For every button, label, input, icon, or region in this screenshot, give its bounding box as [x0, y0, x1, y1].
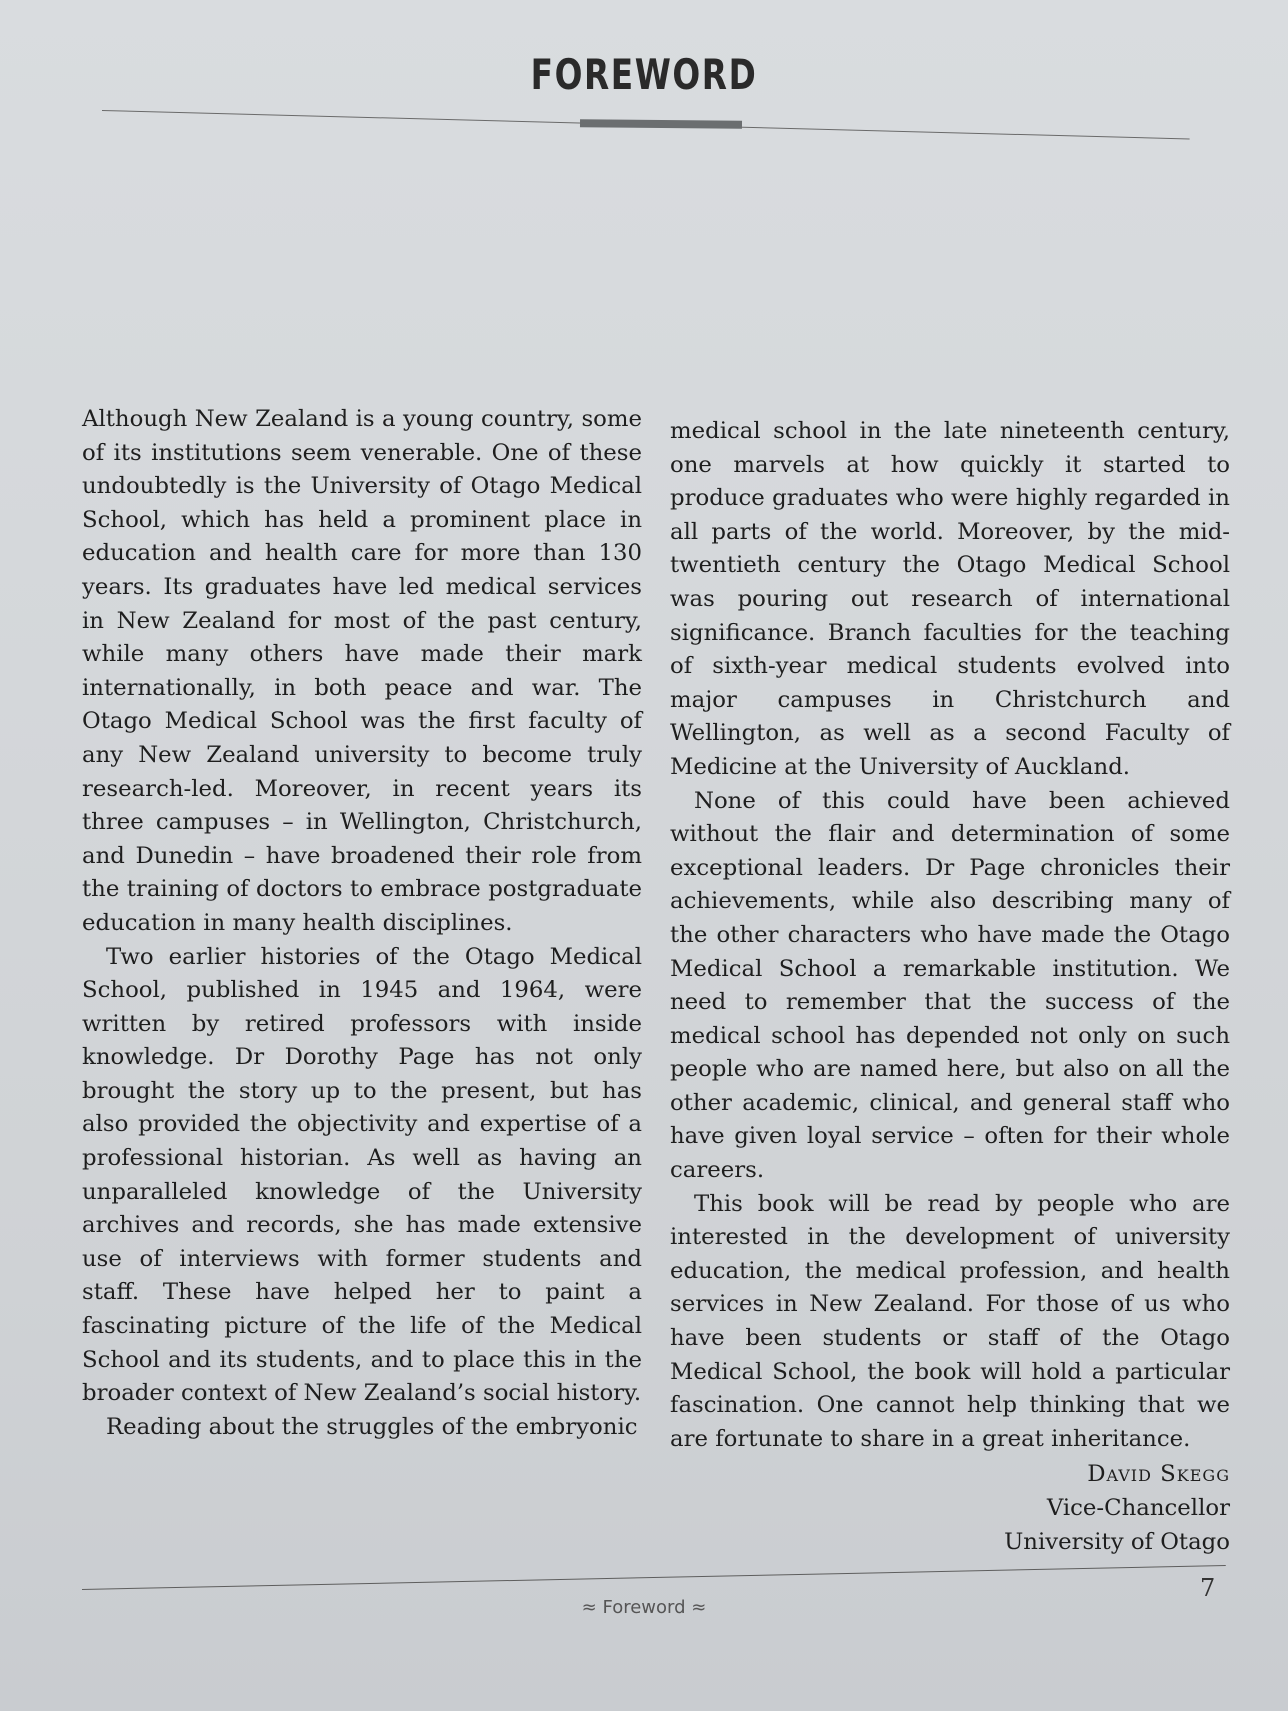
paragraph: None of this could have been achieved without the flair and determination of some exceptional leaders. Dr Page chronicles their achievements, while also describing many of the other characters who have made the Otago Medical School a remarkable institution. We need to remember that the success of the medical school has depended not only on such people who are named here, but also on all the other academic, clinical, and general staff who have given loyal service – often for their whole careers.: [670, 787, 1230, 1184]
header-accent-bar: [580, 119, 742, 128]
paragraph: Although New Zealand is a young country, some of its institutions seem venerable. One of these undoubtedly is the University of Otago Medical School, which has held a prominent place in education and health care for more than 130 years. Its graduates have led medical services in New Zealand for most of the past century, while many others have made their mark internationally, in both peace and war. The Otago Medical School was the first faculty of any New Zealand university to become truly research-led. Moreover, in recent years its three campuses – in Wellington, Christchurch, and Dunedin – have broadened their role from the training of doctors to embrace postgraduate education in many health disciplines.: [82, 406, 642, 936]
page-title: FOREWORD: [530, 50, 758, 99]
footer-rule: [82, 1565, 1226, 1590]
right-column: [670, 415, 1230, 1559]
paragraph: Two earlier histories of the Otago Medical School, published in 1945 and 1964, were written by retired professors with inside knowledge. Dr Dorothy Page has not only brought the story up to the present, but has also provided the objectivity and expertise of a professional historian. As well as having an unparalleled knowledge of the University archives and records, she has made extensive use of interviews with former students and staff. These have helped her to paint a fascinating picture of the life of the Medical School and its students, and to place this in the broader context of New Zealand’s social history.: [82, 943, 642, 1407]
text-columns: [82, 403, 1230, 1559]
paragraph: This book will be read by people who are interested in the development of university education, the medical profession, and health services in New Zealand. For those of us who have been students or staff of the Otago Medical School, the book will hold a particular fascination. One cannot help thinking that we are fortunate to share in a great inheritance.: [670, 1190, 1230, 1452]
paragraph-continuation: medical school in the late nineteenth century, one marvels at how quickly it started to produce graduates who were highly regarded in all parts of the world. Moreover, by the mid-twentieth century the Otago Medical School was pouring out research of international significance. Branch faculties for the teaching of sixth-year medical students evolved into major campuses in Christchurch and Wellington, as well as a second Faculty of Medicine at the University of Auckland.: [670, 418, 1230, 780]
paragraph: Reading about the struggles of the embryonic: [106, 1413, 638, 1440]
left-column: [82, 403, 642, 1559]
signature-role: Vice-Chancellor: [1046, 1495, 1230, 1521]
signature-name: David Skegg: [1087, 1461, 1230, 1488]
signature-institution: University of Otago: [1004, 1528, 1230, 1555]
page-number: 7: [1200, 1574, 1216, 1602]
signature-block: [670, 1458, 1230, 1559]
running-footer: ≈ Foreword ≈: [581, 1597, 707, 1618]
